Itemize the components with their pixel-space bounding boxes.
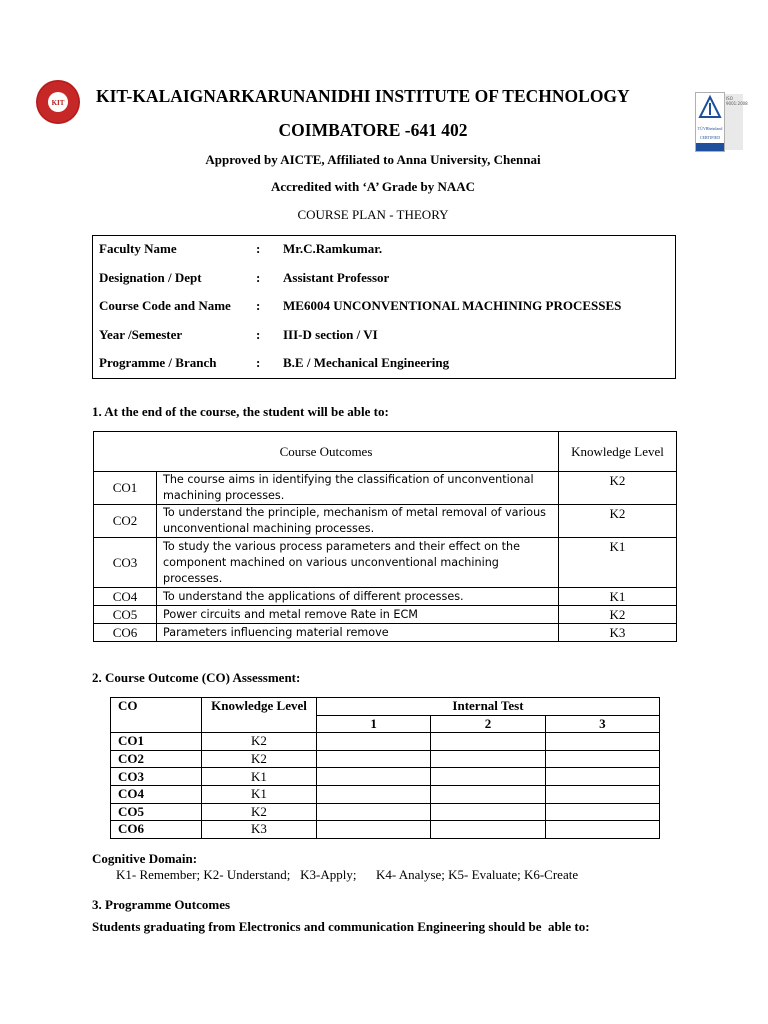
- institute-city: COIMBATORE -641 402: [278, 120, 468, 140]
- test-cell: [545, 803, 659, 821]
- test-cell: [431, 768, 545, 786]
- info-label: Faculty Name: [99, 241, 177, 257]
- institute-seal-icon: [36, 80, 80, 124]
- co-row: [94, 538, 677, 588]
- co-id: CO3: [111, 768, 202, 786]
- test-cell: [545, 768, 659, 786]
- col-internal-test: Internal Test: [317, 698, 660, 716]
- info-colon: :: [256, 326, 261, 342]
- test-cell: [545, 821, 659, 839]
- section2-heading: 2. Course Outcome (CO) Assessment:: [92, 670, 301, 685]
- section1-heading: 1. At the end of the course, the student will be able to:: [92, 404, 389, 419]
- co-level: K2: [202, 803, 317, 821]
- co-row: [94, 505, 677, 538]
- co-row: [94, 588, 677, 606]
- test-cell: [317, 733, 431, 751]
- info-value: ME6004 UNCONVENTIONAL MACHINING PROCESSES: [283, 298, 622, 314]
- col-co: CO: [111, 698, 202, 733]
- co-id: CO4: [111, 785, 202, 803]
- test-1: 1: [317, 715, 431, 733]
- co-text: To understand the applications of different processes.: [157, 588, 559, 606]
- co-level: K3: [202, 821, 317, 839]
- test-cell: [317, 785, 431, 803]
- test-cell: [317, 750, 431, 768]
- co-id: CO5: [94, 606, 157, 624]
- col-knowledge-level: Knowledge Level: [559, 432, 677, 472]
- co-id: CO3: [94, 538, 157, 588]
- co-id: CO6: [94, 624, 157, 642]
- course-outcomes-table: [93, 431, 677, 642]
- co-id: CO4: [94, 588, 157, 606]
- co-text: Power circuits and metal remove Rate in ECM: [157, 606, 559, 624]
- info-row: [92, 321, 674, 350]
- assessment-row: [111, 821, 660, 839]
- test-cell: [317, 768, 431, 786]
- co-id: CO6: [111, 821, 202, 839]
- info-row: [92, 292, 674, 321]
- assessment-row: [111, 750, 660, 768]
- info-value: Assistant Professor: [283, 269, 390, 285]
- co-level: K2: [202, 733, 317, 751]
- test-2: 2: [431, 715, 545, 733]
- assessment-row: [111, 733, 660, 751]
- co-level: K2: [559, 606, 677, 624]
- info-label: Course Code and Name: [99, 298, 231, 314]
- co-row: [94, 624, 677, 642]
- co-row: [94, 606, 677, 624]
- co-row: [94, 472, 677, 505]
- assessment-row: [111, 768, 660, 786]
- co-text: To understand the principle, mechanism of metal removal of various unconventional machining processes.: [157, 505, 559, 538]
- assessment-row: [111, 785, 660, 803]
- header-row: [94, 432, 677, 472]
- test-3: 3: [545, 715, 659, 733]
- co-assessment-table: [110, 697, 660, 839]
- co-level: K1: [559, 588, 677, 606]
- col-course-outcomes: Course Outcomes: [94, 432, 559, 472]
- accreditation-text: Accredited with ‘A’ Grade by NAAC: [271, 179, 475, 194]
- test-cell: [545, 733, 659, 751]
- co-id: CO2: [111, 750, 202, 768]
- info-label: Programme / Branch: [99, 355, 217, 371]
- co-id: CO5: [111, 803, 202, 821]
- co-level: K2: [559, 505, 677, 538]
- co-level: K3: [559, 624, 677, 642]
- info-value: B.E / Mechanical Engineering: [283, 355, 450, 371]
- info-label: Year /Semester: [99, 326, 183, 342]
- info-label: Designation / Dept: [99, 269, 202, 285]
- info-colon: :: [256, 241, 261, 257]
- tuv-strip: [696, 143, 724, 151]
- info-colon: :: [256, 269, 261, 285]
- co-level: K2: [559, 472, 677, 505]
- info-value: Mr.C.Ramkumar.: [283, 241, 383, 257]
- faculty-info-table: [92, 235, 674, 378]
- info-row: [92, 235, 674, 264]
- test-cell: [317, 821, 431, 839]
- approval-text: Approved by AICTE, Affiliated to Anna University, Chennai: [205, 152, 541, 167]
- test-cell: [431, 821, 545, 839]
- test-cell: [431, 785, 545, 803]
- co-level: K2: [202, 750, 317, 768]
- test-cell: [431, 803, 545, 821]
- info-value: III-D section / VI: [283, 326, 378, 342]
- test-cell: [545, 750, 659, 768]
- col-knowledge-level: Knowledge Level: [202, 698, 317, 733]
- co-id: CO2: [94, 505, 157, 538]
- test-cell: [545, 785, 659, 803]
- co-id: CO1: [94, 472, 157, 505]
- section3-heading: 3. Programme Outcomes: [92, 897, 231, 912]
- info-row: [92, 264, 674, 293]
- co-text: The course aims in identifying the classification of unconventional machining processes.: [157, 472, 559, 505]
- info-colon: :: [256, 355, 261, 371]
- tuv-cert: CERTIFIED: [699, 135, 721, 140]
- co-level: K1: [202, 768, 317, 786]
- co-level: K1: [559, 538, 677, 588]
- institute-name: KIT-KALAIGNARKARUNANIDHI INSTITUTE OF TECHNOLOGY: [96, 86, 630, 106]
- iso-text: ISO 9001:2008: [726, 96, 748, 106]
- test-cell: [431, 750, 545, 768]
- header-row: [111, 698, 660, 716]
- test-cell: [431, 733, 545, 751]
- logo-text: KIT: [51, 99, 65, 107]
- co-text: Parameters influencing material remove: [157, 624, 559, 642]
- co-level: K1: [202, 785, 317, 803]
- institute-logo: [36, 80, 80, 124]
- co-text: To study the various process parameters and their effect on the component machined on various unconventional machining processes.: [157, 538, 559, 588]
- assessment-row: [111, 803, 660, 821]
- tuv-mark: TÜVRheinland: [697, 126, 723, 131]
- info-colon: :: [256, 298, 261, 314]
- cognitive-text: K1- Remember; K2- Understand; K3-Apply; K4- Analyse; K5- Evaluate; K6-Create: [116, 867, 579, 882]
- section3-subheading: Students graduating from Electronics and communication Engineering should be able to:: [92, 919, 590, 934]
- co-id: CO1: [111, 733, 202, 751]
- test-cell: [317, 803, 431, 821]
- cognitive-heading: Cognitive Domain:: [92, 851, 198, 866]
- info-row: [92, 349, 674, 378]
- document-title: COURSE PLAN - THEORY: [297, 207, 449, 222]
